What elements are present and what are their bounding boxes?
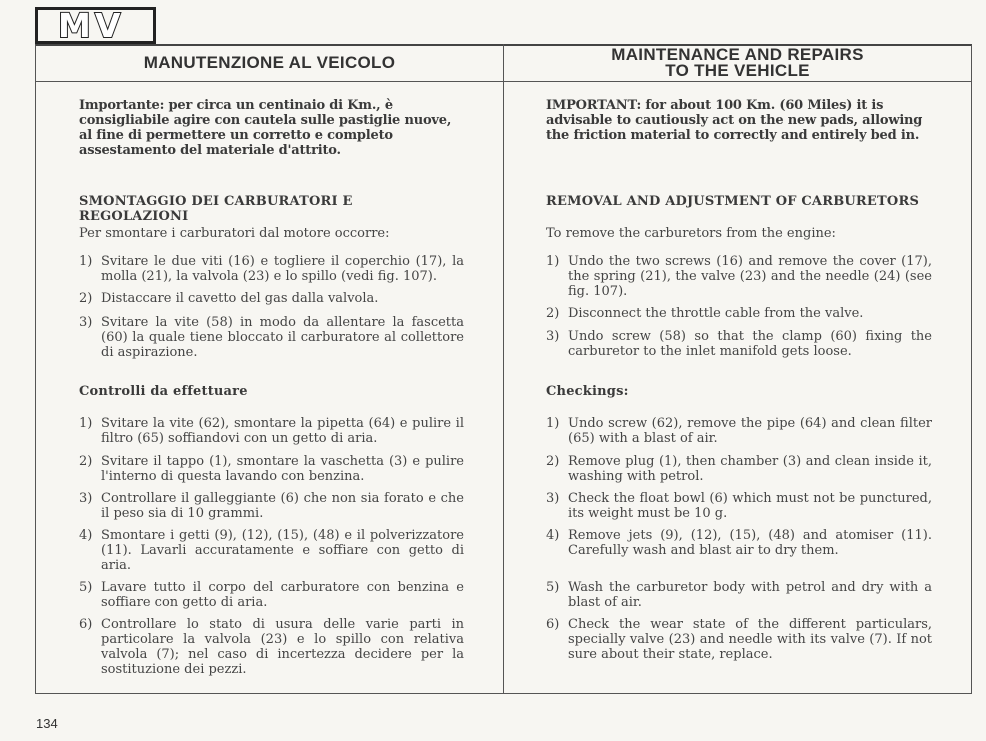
- item-number: 1): [546, 254, 560, 269]
- english-section1-title: REMOVAL AND ADJUSTMENT OF CARBURETORS: [546, 194, 920, 209]
- list-item: [546, 528, 932, 558]
- list-item: [79, 491, 464, 521]
- page-number: 134: [36, 716, 58, 731]
- item-text: Undo the two screws (16) and remove the cover (17), the spring (21), the valve (23) and the needle (24) (see fig. 107).: [568, 254, 932, 299]
- item-number: 2): [546, 454, 560, 469]
- mv-logo: [35, 7, 156, 44]
- list-item: [79, 416, 464, 446]
- list-item: [546, 254, 932, 299]
- item-number: 6): [79, 617, 93, 632]
- item-text: Undo screw (58) so that the clamp (60) fixing the carburetor to the inlet manifold gets loose.: [568, 329, 932, 359]
- item-number: 6): [546, 617, 560, 632]
- italian-section2-title: Controlli da effettuare: [79, 384, 248, 399]
- item-text: Svitare le due viti (16) e togliere il coperchio (17), la molla (21), la valvola (23) e lo spillo (vedi fig. 107).: [101, 254, 464, 284]
- column-divider: [503, 44, 504, 694]
- list-item: [79, 580, 464, 610]
- item-text: Svitare la vite (62), smontare la pipetta (64) e pulire il filtro (65) soffiandovi con un getto di aria.: [101, 416, 464, 446]
- english-heading-line1: MAINTENANCE AND REPAIRS: [611, 45, 864, 64]
- italian-section1-title: SMONTAGGIO DEI CARBURATORI E REGOLAZIONI: [79, 194, 353, 224]
- item-text: Svitare la vite (58) in modo da allentare la fascetta (60) la quale tiene bloccato il carburatore al collettore di aspirazione.: [101, 315, 464, 360]
- list-item: [79, 254, 464, 284]
- item-number: 4): [546, 528, 560, 543]
- list-item: [546, 454, 932, 484]
- list-item: [546, 416, 932, 446]
- item-text: Svitare il tappo (1), smontare la vaschetta (3) e pulire l'interno di questa lavando con benzina.: [101, 454, 464, 484]
- list-item: [79, 528, 464, 573]
- item-number: 3): [79, 315, 93, 330]
- list-item: [79, 617, 464, 677]
- english-section2-title: Checkings:: [546, 384, 629, 399]
- english-heading: [504, 47, 971, 79]
- item-text: Wash the carburetor body with petrol and dry with a blast of air.: [568, 580, 932, 610]
- italian-heading: MANUTENZIONE AL VEICOLO: [143, 53, 396, 72]
- item-text: Undo screw (62), remove the pipe (64) and clean filter (65) with a blast of air.: [568, 416, 932, 446]
- english-heading-line2: TO THE VEHICLE: [665, 61, 810, 80]
- item-text: Check the float bowl (6) which must not be punctured, its weight must be 10 g.: [568, 491, 932, 521]
- item-text: Controllare il galleggiante (6) che non sia forato e che il peso sia di 10 grammi.: [101, 491, 464, 521]
- item-number: 1): [546, 416, 560, 431]
- list-item: [79, 291, 464, 306]
- item-text: Remove plug (1), then chamber (3) and clean inside it, washing with petrol.: [568, 454, 932, 484]
- item-text: Controllare lo stato di usura delle varie parti in particolare la valvola (23) e lo spillo con relativa valvola (7); nel caso di incertezza decidere per la sostituzione dei pezzi.: [101, 617, 464, 677]
- item-text: Check the wear state of the different particulars, specially valve (23) and needle with its valve (7). If not sure about their state, replace.: [568, 617, 932, 662]
- item-number: 2): [79, 291, 93, 306]
- item-number: 2): [546, 306, 560, 321]
- italian-section1-intro: Per smontare i carburatori dal motore occorre:: [79, 226, 390, 241]
- list-item: [546, 617, 932, 662]
- list-item: [546, 580, 932, 610]
- english-important-note: IMPORTANT: for about 100 Km. (60 Miles) it is advisable to cautiously act on the new pads, allowing the friction material to correctly and entirely bed in.: [546, 98, 923, 143]
- english-section1-intro: To remove the carburetors from the engine:: [546, 226, 836, 241]
- list-item: [79, 454, 464, 484]
- item-number: 5): [79, 580, 93, 595]
- item-number: 1): [79, 416, 93, 431]
- list-item: [79, 315, 464, 360]
- mv-logo-text: MV: [58, 6, 125, 45]
- list-item: [546, 329, 932, 359]
- item-number: 4): [79, 528, 93, 543]
- item-text: Lavare tutto il corpo del carburatore con benzina e soffiare con getto di aria.: [101, 580, 464, 610]
- item-number: 3): [79, 491, 93, 506]
- item-number: 2): [79, 454, 93, 469]
- item-number: 3): [546, 491, 560, 506]
- list-item: [546, 491, 932, 521]
- list-item: [546, 306, 932, 321]
- item-number: 1): [79, 254, 93, 269]
- item-text: Disconnect the throttle cable from the valve.: [568, 306, 864, 321]
- italian-important-note: Importante: per circa un centinaio di Km., è consigliabile agire con cautela sulle pastiglie nuove, al fine di permettere un corretto e completo assestamento del materiale d'attrito.: [79, 98, 452, 158]
- item-number: 3): [546, 329, 560, 344]
- item-text: Distaccare il cavetto del gas dalla valvola.: [101, 291, 379, 306]
- item-text: Smontare i getti (9), (12), (15), (48) e il polverizzatore (11). Lavarli accuratamente e soffiare con getto di aria.: [101, 528, 464, 573]
- item-number: 5): [546, 580, 560, 595]
- item-text: Remove jets (9), (12), (15), (48) and atomiser (11). Carefully wash and blast air to dry them.: [568, 528, 932, 558]
